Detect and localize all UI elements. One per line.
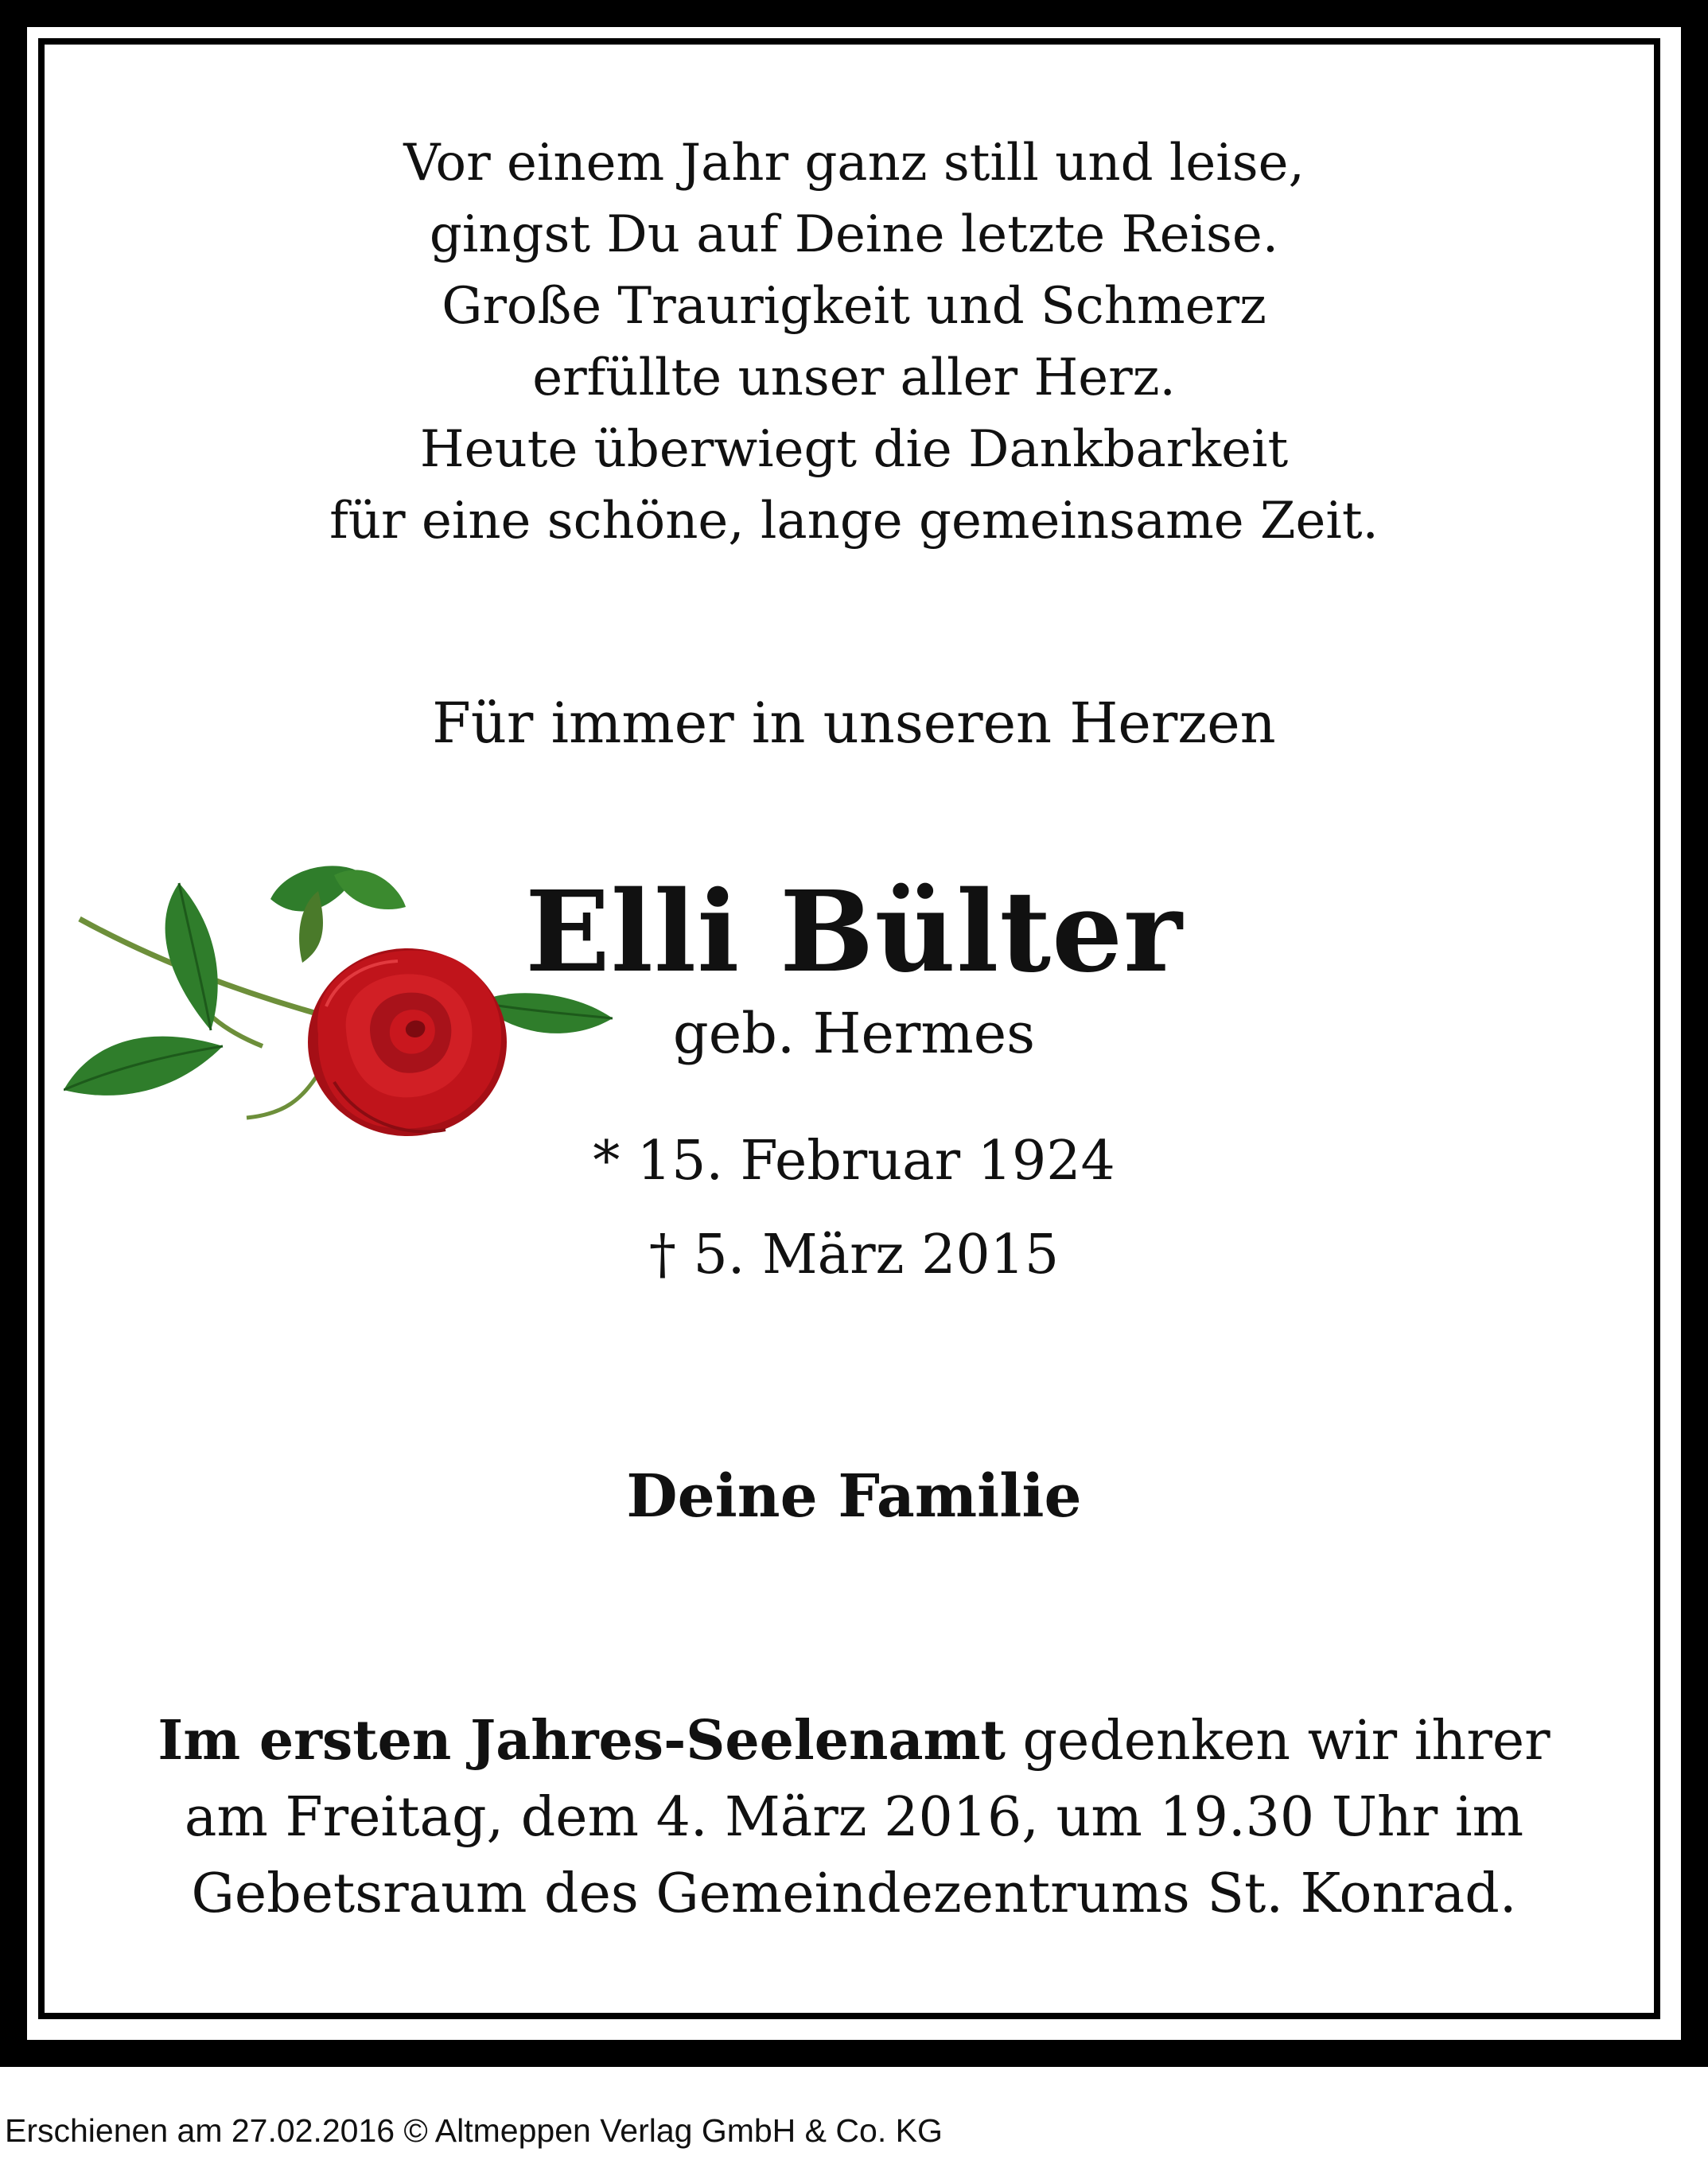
memorial-service-notice [0, 1703, 1708, 1932]
notice-bold-intro: Im ersten Jahres-Seelenamt [158, 1709, 1006, 1773]
poem-line: Große Traurigkeit und Schmerz [442, 277, 1266, 336]
poem-line: gingst Du auf Deine letzte Reise. [429, 205, 1279, 264]
poem-line: für eine schöne, lange gemeinsame Zeit. [329, 492, 1379, 551]
poem [0, 127, 1708, 557]
maiden-name: geb. Hermes [672, 1001, 1036, 1066]
deceased-name: Elli Bülter [525, 867, 1183, 998]
motto: Für immer in unseren Herzen [432, 691, 1276, 756]
death-date: † 5. März 2015 [648, 1224, 1060, 1286]
poem-line: Heute überwiegt die Dankbarkeit [419, 420, 1289, 479]
poem-line: erfüllte unser aller Herz. [532, 348, 1176, 407]
publication-footer: Erschienen am 27.02.2016 © Altmeppen Verlag GmbH & Co. KG [5, 2112, 943, 2149]
notice-line-1-rest: gedenken wir ihrer [1005, 1710, 1550, 1773]
notice-line-1 [0, 1703, 1708, 1780]
birth-date: * 15. Februar 1924 [593, 1130, 1115, 1193]
notice-line-3: Gebetsraum des Gemeindezentrums St. Konrad. [191, 1862, 1517, 1925]
notice-line-2: am Freitag, dem 4. März 2016, um 19.30 Uhr im [184, 1786, 1524, 1849]
signature-family: Deine Familie [626, 1462, 1082, 1531]
poem-line: Vor einem Jahr ganz still und leise, [403, 134, 1305, 193]
